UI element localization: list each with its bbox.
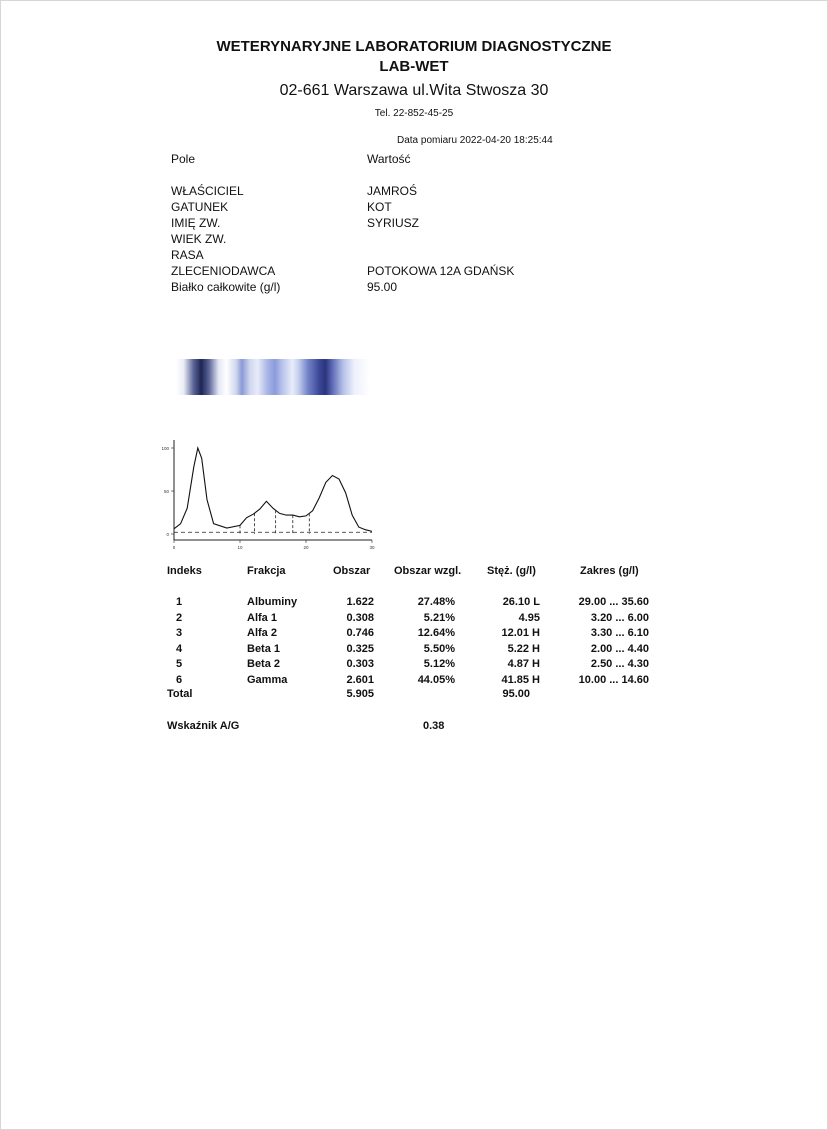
row-concentration: 4.87 H: [507, 658, 540, 670]
header-concentration: Stęż. (g/l): [487, 565, 536, 577]
row-area: 0.746: [346, 627, 374, 639]
total-label: Total: [167, 688, 193, 700]
row-fraction: Beta 1: [247, 642, 281, 655]
ag-ratio-value: 0.38: [423, 720, 445, 732]
row-fraction: Beta 2: [247, 658, 281, 670]
row-concentration: 26.10 L: [502, 596, 540, 608]
row-relative-area: 5.21%: [423, 611, 455, 624]
row-index: 5: [175, 658, 183, 670]
lab-subtitle: LAB-WET: [379, 58, 449, 75]
row-area: 0.325: [346, 642, 374, 655]
protein-curve: [174, 448, 372, 531]
field-label: GATUNEK: [171, 200, 229, 214]
row-area: 1.622: [346, 596, 374, 608]
electrophoresis-gel-image: [176, 359, 370, 395]
field-value: KOT: [367, 200, 392, 214]
header-fraction: Frakcja: [247, 565, 286, 577]
lab-title: WETERYNARYJNE LABORATORIUM DIAGNOSTYCZNE: [216, 38, 612, 55]
lab-phone: Tel. 22-852-45-25: [374, 108, 454, 119]
header-range: Zakres (g/l): [580, 565, 639, 577]
row-index: 2: [175, 611, 183, 624]
field-value: JAMROŚ: [367, 184, 418, 198]
total-area: 5.905: [346, 688, 374, 700]
field-value: 95.00: [367, 280, 398, 294]
row-relative-area: 12.64%: [417, 627, 455, 639]
row-range: 2.00 ... 4.40: [590, 642, 649, 655]
x-tick-label: 30: [369, 545, 375, 550]
field-label: WIEK ZW.: [171, 232, 227, 246]
row-fraction: Alfa 1: [247, 611, 277, 624]
header-relative-area: Obszar wzgl.: [394, 565, 462, 577]
field-value: POTOKOWA 12A GDAŃSK: [367, 264, 515, 278]
row-range: 3.20 ... 6.00: [590, 611, 649, 624]
total-concentration: 95.00: [502, 688, 530, 700]
row-relative-area: 5.12%: [423, 658, 455, 670]
field-label: IMIĘ ZW.: [171, 216, 221, 230]
row-relative-area: 44.05%: [417, 673, 455, 686]
lab-address: 02-661 Warszawa ul.Wita Stwosza 30: [279, 82, 549, 99]
row-index: 6: [175, 673, 183, 686]
header-area: Obszar: [333, 565, 371, 577]
row-range: 29.00 ... 35.60: [578, 596, 649, 608]
row-concentration: 5.22 H: [507, 642, 540, 655]
x-tick-label: 20: [303, 545, 309, 550]
value-column-header: Wartość: [367, 152, 411, 166]
row-range: 2.50 ... 4.30: [590, 658, 649, 670]
row-area: 0.303: [346, 658, 374, 670]
x-tick-label: 10: [237, 545, 243, 550]
row-index: 3: [175, 627, 183, 639]
measurement-date: Data pomiaru 2022-04-20 18:25:44: [397, 135, 553, 146]
field-label: ZLECENIODAWCA: [171, 264, 276, 278]
electropherogram-chart: [150, 436, 380, 554]
field-label: Białko całkowite (g/l): [171, 280, 281, 294]
row-index: 1: [175, 596, 183, 608]
row-index: 4: [175, 642, 183, 655]
row-concentration: 4.95: [518, 611, 540, 624]
field-column-header: Pole: [171, 152, 196, 166]
row-concentration: 12.01 H: [501, 627, 540, 639]
ag-ratio-label: Wskaźnik A/G: [167, 720, 240, 732]
row-range: 10.00 ... 14.60: [578, 673, 649, 686]
row-relative-area: 5.50%: [423, 642, 455, 655]
row-fraction: Alfa 2: [247, 627, 277, 639]
row-fraction: Albuminy: [247, 596, 298, 608]
row-relative-area: 27.48%: [417, 596, 455, 608]
header-index: Indeks: [167, 565, 202, 577]
y-tick-label: 50: [163, 489, 169, 494]
row-area: 2.601: [346, 673, 374, 686]
y-tick-label: 100: [161, 446, 169, 451]
x-tick-label: 0: [172, 545, 176, 550]
field-label: WŁAŚCICIEL: [171, 184, 244, 198]
row-range: 3.30 ... 6.10: [590, 627, 649, 639]
row-fraction: Gamma: [247, 673, 288, 686]
y-tick-label: 0: [166, 532, 169, 537]
field-value: SYRIUSZ: [367, 216, 420, 230]
field-label: RASA: [171, 248, 204, 262]
row-concentration: 41.85 H: [501, 673, 540, 686]
row-area: 0.308: [346, 611, 374, 624]
